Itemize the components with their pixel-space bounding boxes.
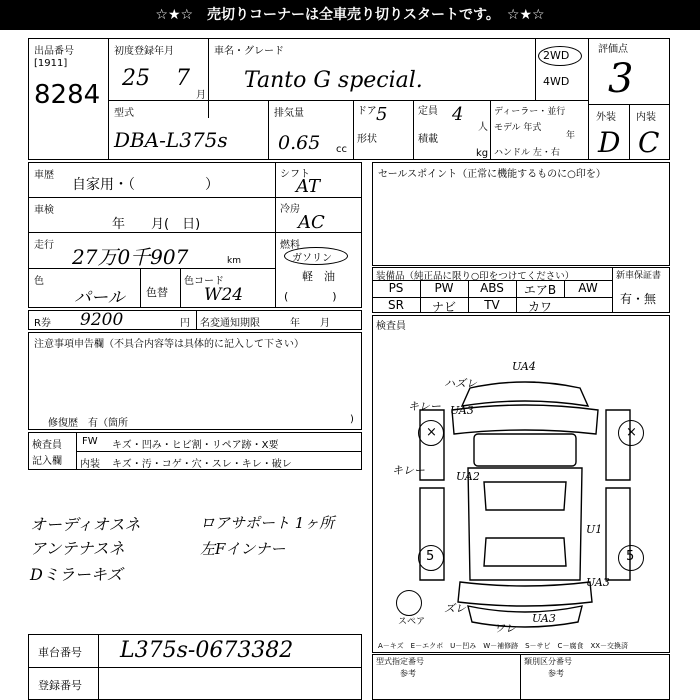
load-label: 積載: [418, 134, 438, 145]
name-label: 車名・グレード: [214, 46, 284, 57]
drive-2wd: 2WD: [543, 49, 570, 62]
spare-label: スペア: [398, 617, 426, 627]
shift-label: シフト: [280, 169, 310, 180]
inspection-label: 車検: [34, 205, 54, 216]
recycle-value: 9200: [80, 310, 124, 330]
note-antenna: アンテナスネ: [30, 539, 125, 558]
drive-4wd: 4WD: [543, 75, 570, 88]
door-value: 5: [376, 104, 388, 125]
interior-label: 内装: [636, 112, 656, 123]
name-value: Tanto G special.: [244, 68, 423, 93]
lot-code: [1911]: [34, 58, 68, 69]
inspection-value: 年 月( 日): [112, 217, 201, 232]
repair-label: 修復歴 有（箇所: [48, 418, 128, 429]
recycle-label: R券: [34, 318, 51, 329]
equip-leather: カワ: [527, 300, 552, 314]
equip-airbag: エアB: [523, 283, 557, 297]
fw-items: キズ・凹み・ヒビ割・リペア跡・X要: [112, 440, 279, 451]
color-value: パール: [74, 288, 125, 308]
door-label: ドア: [357, 106, 377, 117]
model-label: 型式: [114, 108, 134, 119]
model-value: DBA-L375s: [114, 128, 228, 152]
mark-hazure: ハズレ: [444, 377, 477, 390]
wheel-rl-mark: 5: [426, 549, 435, 564]
note-lower-support: ロアサポート 1ヶ所: [200, 514, 335, 532]
chassis-label: 車台番号: [38, 646, 82, 659]
note-inner: 左Fインナー: [200, 540, 286, 558]
legal-label: 型式指定番号: [376, 657, 424, 666]
repaint-label: 色替: [146, 286, 168, 299]
warranty-label: 新車保証書: [616, 271, 662, 281]
capacity-unit: 人: [478, 122, 488, 133]
year-unit: 年: [566, 131, 576, 141]
first-reg-month: 7: [176, 66, 190, 91]
note-audio: オーディオスネ: [30, 515, 141, 534]
wheel-fl-mark: ×: [426, 425, 437, 440]
mark-zure: ズレ: [444, 602, 466, 615]
equip-label: 装備品（純正品に限り○印をつけてください）: [376, 271, 575, 282]
mark-kire-front: キレー: [408, 400, 441, 413]
warranty-value: 有・無: [620, 292, 657, 306]
model-year-label: モデル 年式: [494, 123, 542, 133]
int-label: 内装: [80, 459, 100, 470]
mark-kire-door: キレー: [392, 464, 425, 477]
equip-tv: TV: [484, 298, 500, 312]
equip-pw: PW: [434, 281, 454, 295]
interior-value: C: [638, 126, 660, 159]
chassis-value: L375s-0673382: [120, 638, 294, 663]
equip-sr: SR: [388, 298, 404, 312]
mileage-value: 27万0千907: [72, 245, 189, 269]
score-label: 評価点: [598, 44, 628, 55]
shape-label: 形状: [357, 134, 377, 145]
month-unit: 月: [196, 90, 206, 101]
lot-label: 出品番号: [34, 46, 74, 57]
displacement-label: 排気量: [274, 108, 304, 119]
sales-label: セールスポイント（正常に機能するものに○印を）: [378, 169, 606, 180]
color-code-label: 色コード: [184, 276, 224, 287]
mileage-label: 走行: [34, 240, 54, 251]
inspector-label: 検査員: [32, 440, 62, 451]
mark-ua2: UA2: [456, 470, 480, 483]
int-items: キズ・汚・コゲ・穴・スレ・キレ・破レ: [112, 459, 292, 470]
spare-tire: [396, 590, 422, 616]
wheel-fr-mark: ×: [626, 425, 637, 440]
tax-label: 名変通知期限: [200, 318, 260, 329]
notice-label: 注意事項申告欄（不具合内容等は具体的に記入して下さい）: [34, 339, 304, 350]
usage-value: 自家用・（ ）: [72, 177, 219, 193]
mark-u1: U1: [586, 523, 603, 536]
shift-value: AT: [296, 176, 321, 197]
equip-abs: ABS: [480, 281, 504, 295]
plate-label: 登録番号: [38, 679, 82, 692]
load-unit: kg: [476, 148, 489, 159]
recycle-unit: 円: [180, 318, 190, 329]
exterior-label: 外装: [596, 112, 616, 123]
first-reg-year: 25: [122, 66, 150, 91]
banner: ☆★☆ 売切りコーナーは全車売り切りスタートです。 ☆★☆: [0, 0, 700, 30]
fw-label: FW: [82, 436, 98, 447]
equip-ps: PS: [388, 281, 404, 295]
note-mirror: Dミラーキズ: [30, 565, 123, 584]
tax-value: 年 月: [290, 318, 330, 329]
ac-value: AC: [298, 212, 325, 233]
mark-ua3-front: UA3: [450, 404, 474, 417]
capacity-label: 定員: [418, 106, 438, 117]
fuel-paren: ( ): [284, 290, 337, 303]
class-label: 類別区分番号: [524, 657, 572, 666]
displacement-value: 0.65: [278, 132, 321, 154]
handle-label: ハンドル 左・右: [494, 148, 560, 158]
fuel-value: ガソリン: [292, 253, 332, 264]
legal-ref: 参考: [400, 669, 416, 678]
right-inspector-label: 検査員: [376, 321, 406, 332]
color-label: 色: [34, 276, 44, 287]
usage-label: 車歴: [34, 170, 54, 181]
equip-navi: ナビ: [431, 300, 456, 314]
legend: A－キズ E－エクボ U－凹み W－補修跡 S－サビ C－腐食 XX－交換済: [378, 642, 629, 650]
mark-ware: ワレ: [494, 622, 516, 635]
first-reg-label: 初度登録年月: [114, 46, 174, 57]
exterior-value: D: [598, 126, 621, 159]
displacement-unit: cc: [336, 144, 347, 155]
equip-aw: AW: [578, 281, 598, 295]
fuel-label: 燃料: [280, 240, 300, 251]
class-ref: 参考: [548, 669, 564, 678]
mileage-unit: km: [227, 256, 241, 266]
mark-ua3-bottom: UA3: [532, 612, 556, 625]
mark-ua3-rear: UA3: [586, 576, 610, 589]
ac-label: 冷房: [280, 204, 300, 215]
capacity-value: 4: [452, 104, 464, 125]
color-code-value: W24: [204, 285, 244, 305]
wheel-rr-mark: 5: [626, 549, 635, 564]
dealer-label: ディーラー・並行: [494, 107, 566, 117]
score-value: 3: [608, 56, 634, 102]
lot-number: 8284: [34, 80, 101, 110]
entry-label: 記入欄: [32, 456, 62, 467]
mark-ua4-front: UA4: [512, 360, 536, 373]
fuel-light: 軽 油: [302, 270, 335, 283]
